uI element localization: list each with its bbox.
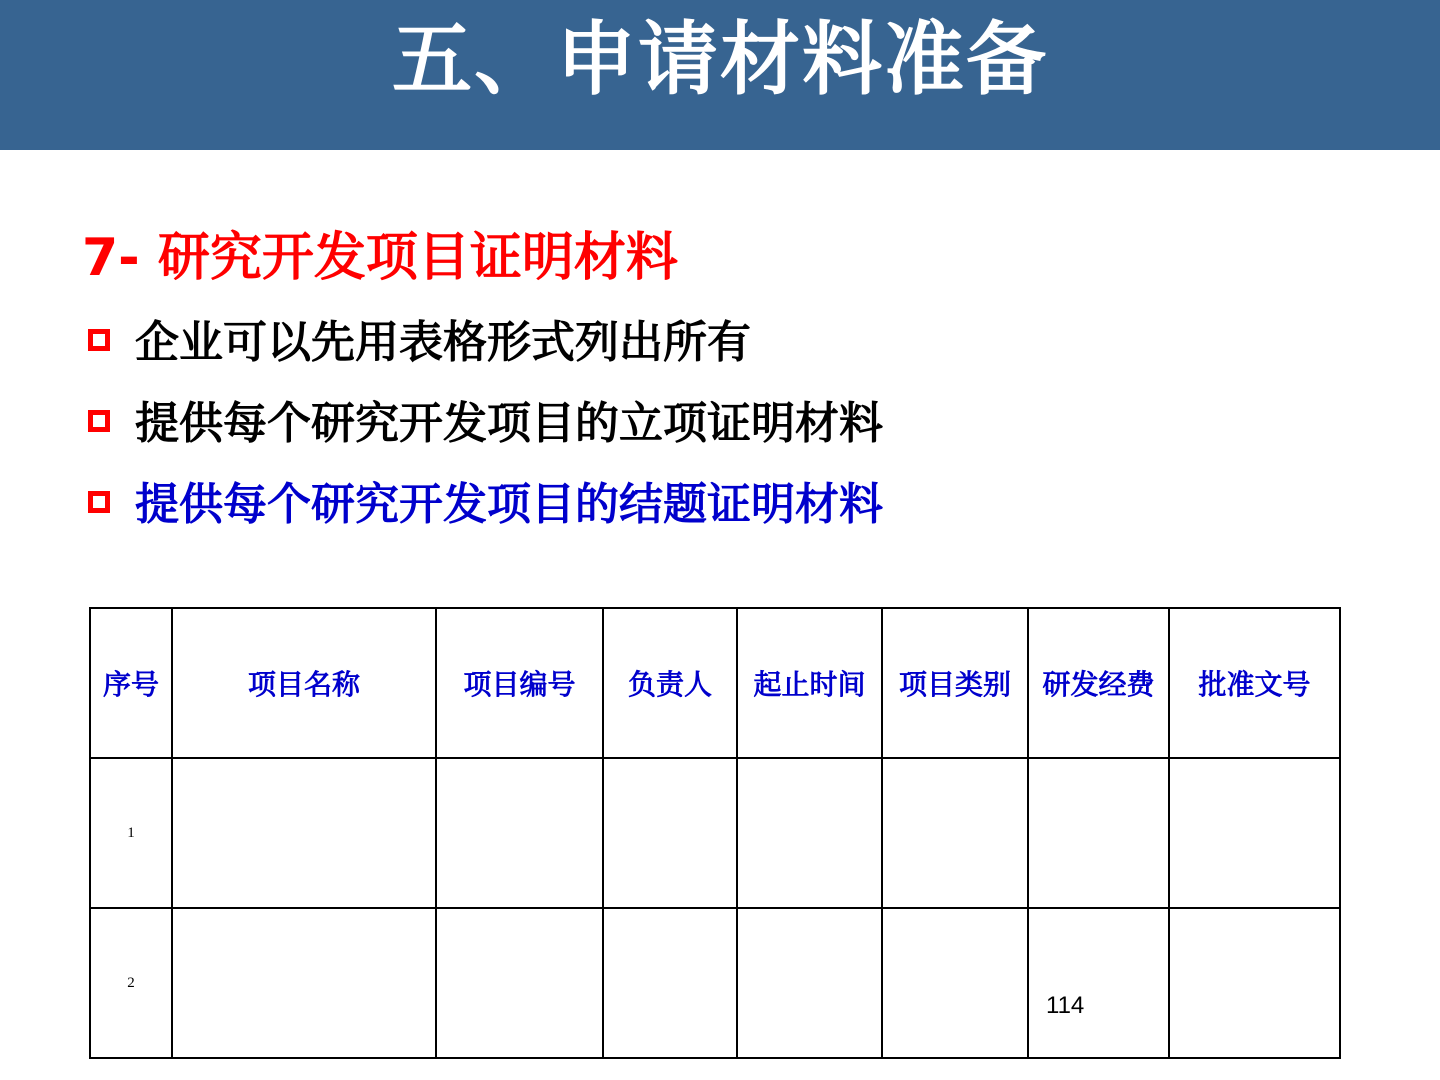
- column-header-period: 起止时间: [737, 608, 882, 758]
- section-heading: 7- 研究开发项目证明材料: [82, 228, 678, 288]
- column-header-approval-number: 批准文号: [1169, 608, 1340, 758]
- square-bullet-icon: [88, 410, 110, 432]
- table-header-row: [90, 608, 1340, 758]
- page-title: 五、申请材料准备: [392, 13, 1048, 106]
- table-cell: [737, 758, 882, 908]
- table-cell: [436, 758, 603, 908]
- table-cell: [882, 908, 1028, 1058]
- table-cell: [436, 908, 603, 1058]
- table-cell-index: 1: [90, 758, 172, 908]
- column-header-project-number: 项目编号: [436, 608, 603, 758]
- project-table: [89, 607, 1341, 1059]
- table-row: [90, 758, 1340, 908]
- column-header-category: 项目类别: [882, 608, 1028, 758]
- square-bullet-icon: [88, 329, 110, 351]
- table-cell: [882, 758, 1028, 908]
- table-row: [90, 908, 1340, 1058]
- table-cell: [603, 908, 737, 1058]
- table-cell: [737, 908, 882, 1058]
- column-header-owner: 负责人: [603, 608, 737, 758]
- table-cell: [172, 758, 436, 908]
- page-number: 114: [1046, 992, 1085, 1019]
- column-header-funding: 研发经费: [1028, 608, 1169, 758]
- table-cell: [1169, 758, 1340, 908]
- square-bullet-icon: [88, 491, 110, 513]
- project-table-wrapper: [89, 607, 1341, 1059]
- column-header-index: 序号: [90, 608, 172, 758]
- bullet-text: 提供每个研究开发项目的结题证明材料: [135, 479, 883, 530]
- column-header-project-name: 项目名称: [172, 608, 436, 758]
- table-cell: [1028, 908, 1169, 1058]
- table-cell: [1028, 758, 1169, 908]
- table-cell: [1169, 908, 1340, 1058]
- table-cell: [172, 908, 436, 1058]
- bullet-text: 提供每个研究开发项目的立项证明材料: [135, 398, 883, 449]
- table-cell-index: 2: [90, 908, 172, 1058]
- table-cell: [603, 758, 737, 908]
- bullet-text: 企业可以先用表格形式列出所有: [135, 317, 751, 368]
